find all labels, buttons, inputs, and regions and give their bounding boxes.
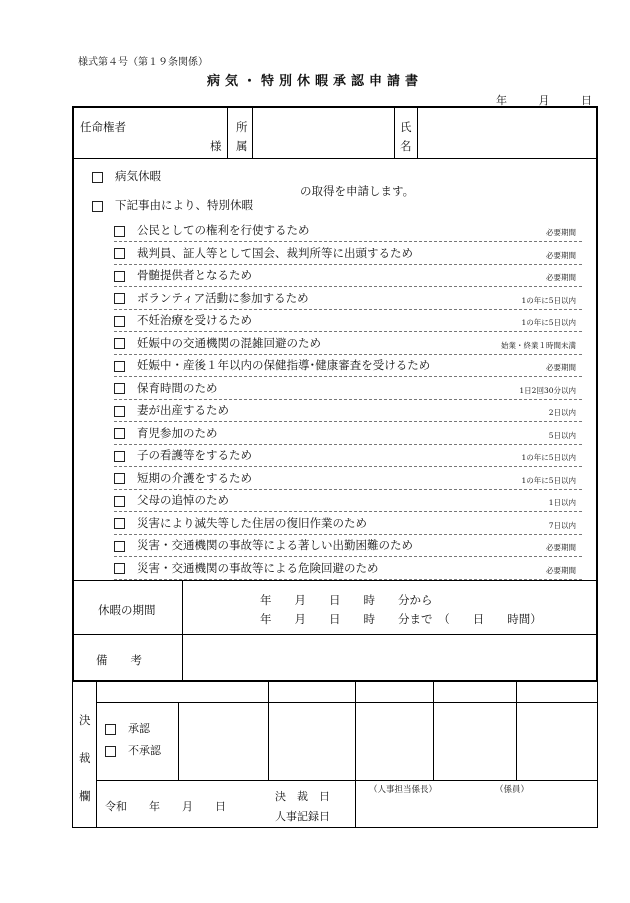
hr-chief-label: （人事担当係長） bbox=[369, 785, 438, 795]
reason-label: 骨髄提供者となるため bbox=[137, 268, 252, 282]
reason-label: 妻が出産するため bbox=[137, 403, 229, 417]
reason-option[interactable] bbox=[114, 515, 367, 531]
divider bbox=[252, 108, 253, 158]
ran-char: 欄 bbox=[79, 789, 91, 803]
sai-char: 裁 bbox=[79, 751, 91, 765]
reason-label: 災害・交通機関の事故等による著しい出勤困難のため bbox=[137, 538, 413, 552]
reason-option[interactable] bbox=[114, 222, 310, 238]
remarks-label: 備 考 bbox=[96, 653, 142, 667]
reason-checkbox[interactable] bbox=[114, 541, 125, 552]
sick-leave-option[interactable] bbox=[92, 168, 161, 184]
reason-label: 公民としての権利を行使するため bbox=[137, 223, 310, 237]
reason-item[interactable] bbox=[114, 535, 582, 557]
reason-item[interactable] bbox=[114, 355, 582, 377]
reason-limit: 1の年に5日以内 bbox=[521, 318, 576, 327]
reason-label: 妊娠中・産後１年以内の保健指導･健康審査を受けるため bbox=[137, 358, 431, 372]
divider bbox=[74, 580, 596, 581]
reason-item[interactable] bbox=[114, 468, 582, 490]
divider bbox=[74, 634, 596, 635]
decision-date-label: 決 裁 日 bbox=[275, 790, 330, 803]
approve-option[interactable] bbox=[105, 720, 150, 736]
reason-label: 不妊治療を受けるため bbox=[137, 313, 252, 327]
reason-checkbox[interactable] bbox=[114, 226, 125, 237]
sick-leave-checkbox[interactable] bbox=[92, 172, 103, 183]
divider bbox=[433, 682, 434, 780]
reason-limit: 1の年に5日以内 bbox=[521, 475, 576, 485]
reason-checkbox[interactable] bbox=[114, 496, 125, 507]
reason-option[interactable] bbox=[114, 335, 321, 351]
reason-label: 妊娠中の交通機関の混雑回避のため bbox=[137, 335, 321, 350]
reason-limit: 7日以内 bbox=[548, 520, 576, 530]
reason-label: 災害・交通機関の事故等による危険回避のため bbox=[137, 560, 379, 575]
special-leave-checkbox[interactable] bbox=[92, 201, 103, 212]
reason-limit: 1の年に5日以内 bbox=[521, 453, 576, 462]
reason-limit: 必要期間 bbox=[546, 543, 576, 552]
name-label-bottom: 名 bbox=[400, 139, 412, 153]
reason-limit: 2日以内 bbox=[548, 408, 576, 417]
reason-limit: 1日2回30分以内 bbox=[519, 385, 576, 395]
period-end[interactable]: 年 月 日 時 分まで （ 日 時間） bbox=[260, 612, 542, 626]
affiliation-label-top: 所 bbox=[236, 120, 248, 134]
reason-limit: 必要期間 bbox=[546, 363, 576, 372]
appointer-label: 任命権者 bbox=[80, 120, 126, 134]
acquire-text: の取得を申請します。 bbox=[300, 184, 415, 198]
divider bbox=[96, 682, 97, 827]
period-label: 休暇の期間 bbox=[98, 603, 156, 617]
record-date-label: 人事記録日 bbox=[275, 810, 330, 823]
reason-option[interactable] bbox=[114, 560, 379, 576]
divider bbox=[96, 780, 598, 781]
reason-option[interactable] bbox=[114, 470, 252, 486]
page-title: 病気・特別休暇承認申請書 bbox=[206, 74, 423, 89]
approve-checkbox[interactable] bbox=[105, 724, 116, 735]
reason-limit: 必要期間 bbox=[546, 565, 576, 575]
reason-checkbox[interactable] bbox=[114, 473, 125, 484]
reason-item[interactable] bbox=[114, 378, 582, 400]
reason-checkbox[interactable] bbox=[114, 428, 125, 439]
reason-label: 保育時間のため bbox=[137, 380, 218, 395]
reason-item[interactable] bbox=[114, 288, 582, 310]
reason-item[interactable] bbox=[114, 513, 582, 535]
reason-checkbox[interactable] bbox=[114, 563, 125, 574]
reason-checkbox[interactable] bbox=[114, 383, 125, 394]
reason-item[interactable] bbox=[114, 265, 582, 287]
reason-option[interactable] bbox=[114, 425, 218, 441]
special-leave-label: 下記事由により、特別休暇 bbox=[115, 198, 253, 212]
divider bbox=[178, 702, 179, 780]
day-label: 日 bbox=[581, 94, 592, 107]
reason-label: ボランティア活動に参加するため bbox=[137, 290, 309, 305]
reason-limit: 必要期間 bbox=[546, 273, 576, 282]
reason-item[interactable] bbox=[114, 423, 582, 445]
application-form bbox=[72, 106, 598, 682]
year-label: 年 bbox=[496, 94, 507, 107]
reason-option[interactable] bbox=[114, 245, 413, 261]
reason-option[interactable] bbox=[114, 267, 252, 283]
reason-checkbox[interactable] bbox=[114, 451, 125, 462]
reason-item[interactable] bbox=[114, 243, 582, 265]
divider bbox=[74, 158, 596, 159]
reason-item[interactable] bbox=[114, 310, 582, 332]
sama-label: 様 bbox=[210, 139, 222, 153]
reason-label: 子の看護等をするため bbox=[137, 448, 252, 462]
reason-option[interactable] bbox=[114, 402, 229, 418]
remarks-field[interactable] bbox=[186, 638, 590, 678]
reason-item[interactable] bbox=[114, 490, 582, 512]
name-field[interactable] bbox=[421, 110, 591, 154]
reason-checkbox[interactable] bbox=[114, 293, 125, 304]
reason-limit: 必要期間 bbox=[546, 228, 576, 237]
special-leave-option[interactable] bbox=[92, 197, 253, 213]
reason-checkbox[interactable] bbox=[114, 316, 125, 327]
reason-limit: 必要期間 bbox=[546, 250, 576, 260]
reason-option[interactable] bbox=[114, 312, 252, 328]
reason-label: 短期の介護をするため bbox=[137, 470, 252, 485]
reason-option[interactable] bbox=[114, 447, 252, 463]
month-label: 月 bbox=[538, 94, 550, 107]
reason-item[interactable] bbox=[114, 558, 582, 580]
reason-label: 父母の追悼のため bbox=[137, 493, 229, 507]
divider bbox=[355, 682, 356, 827]
sick-leave-label: 病気休暇 bbox=[115, 169, 161, 183]
reason-checkbox[interactable] bbox=[114, 518, 125, 529]
approve-label: 承認 bbox=[128, 722, 150, 735]
reason-item[interactable] bbox=[114, 400, 582, 422]
reason-label: 育児参加のため bbox=[137, 425, 218, 440]
reason-label: 災害により滅失等した住居の復旧作業のため bbox=[137, 515, 367, 530]
reject-option[interactable] bbox=[105, 742, 161, 758]
staff-label: （係員） bbox=[495, 785, 530, 795]
reason-limit: 1の年に5日以内 bbox=[521, 295, 576, 305]
reason-option[interactable] bbox=[114, 357, 430, 373]
divider bbox=[268, 682, 269, 780]
reject-checkbox[interactable] bbox=[105, 746, 116, 757]
reason-item[interactable] bbox=[114, 333, 582, 355]
reason-limit: 1日以内 bbox=[548, 498, 576, 507]
decision-date-field[interactable]: 令和 年 月 日 bbox=[105, 800, 226, 813]
reason-checkbox[interactable] bbox=[114, 338, 125, 349]
reason-checkbox[interactable] bbox=[114, 406, 125, 417]
reason-option[interactable] bbox=[114, 537, 413, 553]
divider bbox=[394, 108, 395, 158]
affiliation-field[interactable] bbox=[256, 110, 394, 154]
reason-checkbox[interactable] bbox=[114, 361, 125, 372]
form-number: 様式第４号（第１９条関係） bbox=[78, 57, 208, 68]
reason-option[interactable] bbox=[114, 380, 218, 396]
divider bbox=[227, 108, 228, 158]
reason-checkbox[interactable] bbox=[114, 248, 125, 259]
name-label-top: 氏 bbox=[400, 120, 412, 134]
reason-limit: 始業・終業１時間未満 bbox=[501, 340, 576, 350]
divider bbox=[417, 108, 418, 158]
reason-checkbox[interactable] bbox=[114, 271, 125, 282]
approval-section bbox=[72, 682, 598, 828]
reason-limit: 5日以内 bbox=[548, 430, 576, 440]
reason-option[interactable] bbox=[114, 492, 229, 508]
reason-item[interactable] bbox=[114, 220, 582, 242]
affiliation-label-bottom: 属 bbox=[236, 139, 248, 153]
reason-label: 裁判員、証人等として国会、裁判所等に出頭するため bbox=[137, 245, 413, 260]
divider bbox=[516, 682, 517, 780]
reason-item[interactable] bbox=[114, 445, 582, 467]
divider bbox=[182, 580, 183, 681]
ketsu-char: 決 bbox=[79, 713, 91, 727]
period-start[interactable]: 年 月 日 時 分から bbox=[260, 593, 433, 607]
divider bbox=[96, 702, 598, 703]
reason-option[interactable] bbox=[114, 290, 309, 306]
reject-label: 不承認 bbox=[128, 744, 161, 757]
